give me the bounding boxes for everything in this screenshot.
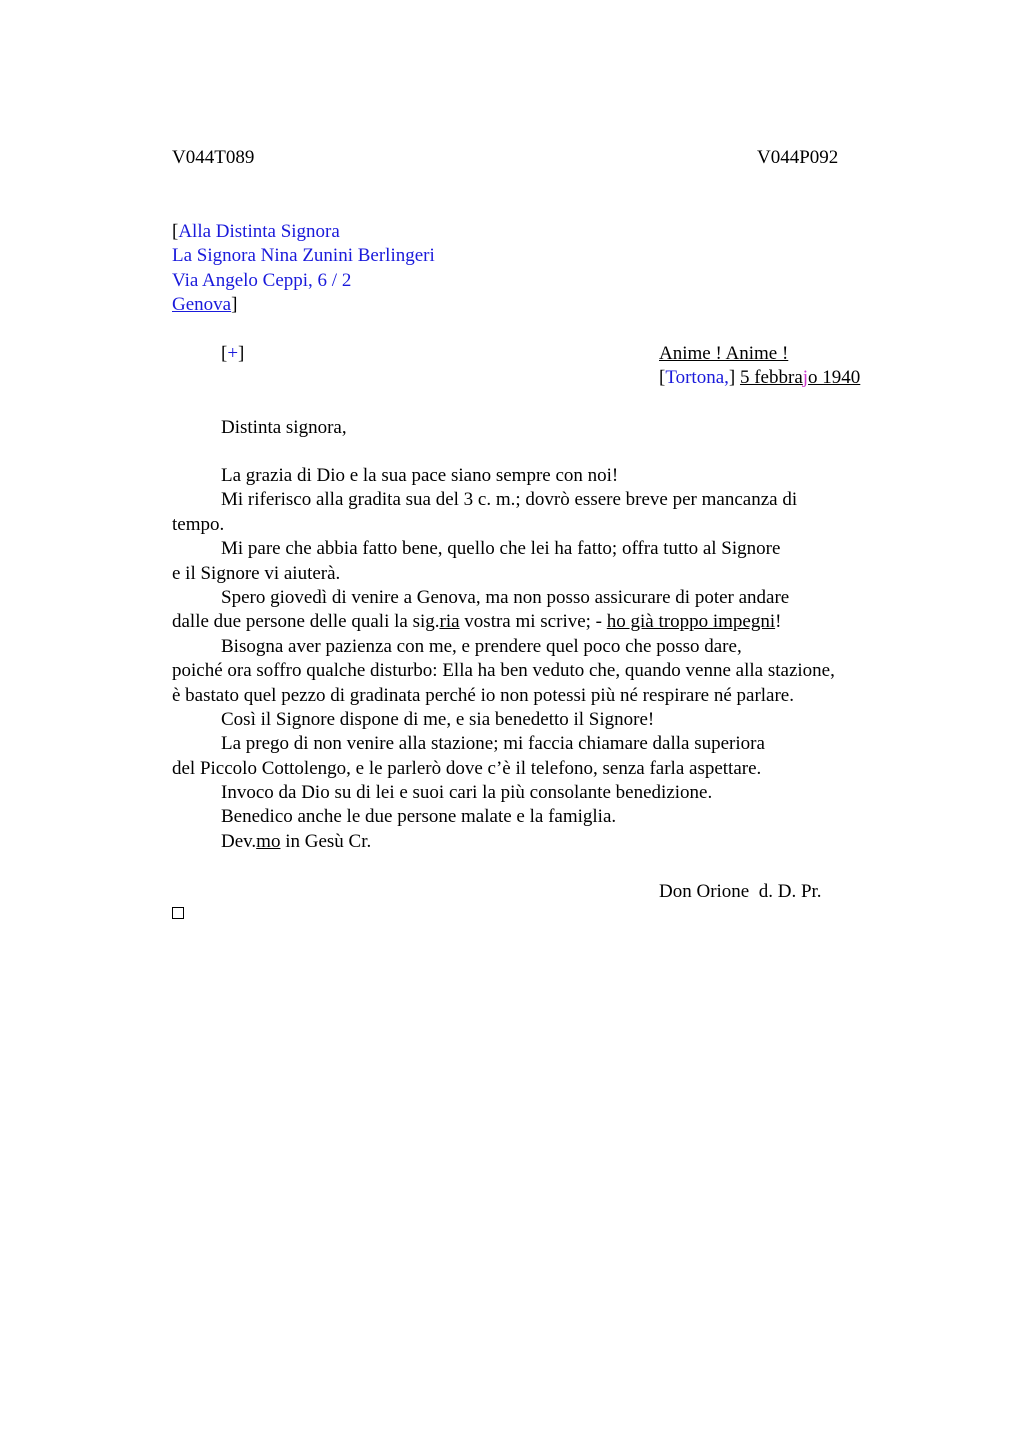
date-part-2: o 1940: [808, 367, 861, 389]
document-code-left: V044T089: [172, 147, 255, 168]
body-line: La prego di non venire alla stazione; mi faccia chiamare dalla superiora: [221, 733, 765, 755]
address-bracket-close: ]: [231, 294, 238, 316]
closing-text: Dev.: [221, 830, 257, 852]
body-text: vostra mi scrive; -: [459, 611, 607, 633]
body-line: poiché ora soffro qualche disturbo: Ella ha ben veduto che, quando venne alla stazione,: [172, 660, 835, 682]
cross-mark: [221, 342, 244, 366]
dateline: [659, 342, 860, 391]
address-street: Via Angelo Ceppi, 6 / 2: [172, 269, 352, 291]
signature: Don Orione d. D. Pr.: [659, 881, 822, 902]
closing-line: [172, 830, 835, 854]
cross-bracket-open: [: [221, 343, 228, 364]
body-line: Mi riferisco alla gradita sua del 3 c. m.; dovrò essere breve per mancanza di: [221, 489, 798, 511]
body-line: Mi pare che abbia fatto bene, quello che lei ha fatto; offra tutto al Signore: [221, 538, 781, 560]
body-line: tempo.: [172, 513, 225, 535]
date-part-1: 5 febbra: [739, 367, 803, 389]
cross-symbol: +: [227, 343, 239, 364]
address-bracket-open: [: [172, 221, 179, 242]
body-line: è bastato quel pezzo di gradinata perché io non potessi più né respirare né parlare.: [172, 684, 794, 706]
abbreviation-suffix: mo: [256, 830, 281, 852]
date-correction-letter: j: [802, 367, 809, 389]
salutation: Distinta signora,: [221, 417, 347, 438]
body-text: !: [775, 611, 782, 633]
body-text: dalle due persone delle quali la sig.: [172, 611, 440, 633]
address-block: [172, 220, 435, 318]
body-line: [172, 610, 835, 634]
body-line: Spero giovedì di venire a Genova, ma non posso assicurare di poter andare: [221, 586, 790, 608]
address-line-4: [172, 293, 435, 317]
address-recipient-name: La Signora Nina Zunini Berlingeri: [172, 245, 435, 267]
place: Tortona,: [665, 367, 729, 389]
place-bracket-open: [: [659, 367, 666, 389]
motto-line: [659, 342, 860, 366]
body-line: Invoco da Dio su di lei e suoi cari la più consolante benedizione.: [221, 782, 713, 804]
underlined-phrase: ho già troppo impegni: [606, 611, 776, 633]
motto: Anime ! Anime !: [659, 343, 789, 364]
body-line: del Piccolo Cottolengo, e le parlerò dove c’è il telefono, senza farla aspettare.: [172, 757, 762, 779]
body-line: La grazia di Dio e la sua pace siano sempre con noi!: [221, 465, 619, 486]
body-line: Bisogna aver pazienza con me, e prendere quel poco che posso dare,: [221, 635, 742, 657]
date: [740, 367, 860, 388]
end-box-icon: [172, 907, 184, 919]
place-bracket-close: ]: [728, 367, 736, 389]
body-line: Così il Signore dispone di me, e sia benedetto il Signore!: [221, 708, 655, 730]
letter-body: [172, 464, 835, 854]
body-line: e il Signore vi aiuterà.: [172, 562, 341, 584]
document-code-right: V044P092: [757, 147, 839, 168]
body-line: Benedico anche le due persone malate e la famiglia.: [221, 806, 617, 828]
address-city: Genova: [172, 294, 232, 316]
closing-text: in Gesù Cr.: [280, 830, 372, 852]
abbreviation-suffix: ria: [439, 611, 460, 633]
address-recipient-title: Alla Distinta Signora: [178, 221, 340, 242]
address-line-1: [172, 220, 435, 244]
place-date-line: [659, 366, 860, 390]
cross-bracket-close: ]: [238, 343, 245, 364]
